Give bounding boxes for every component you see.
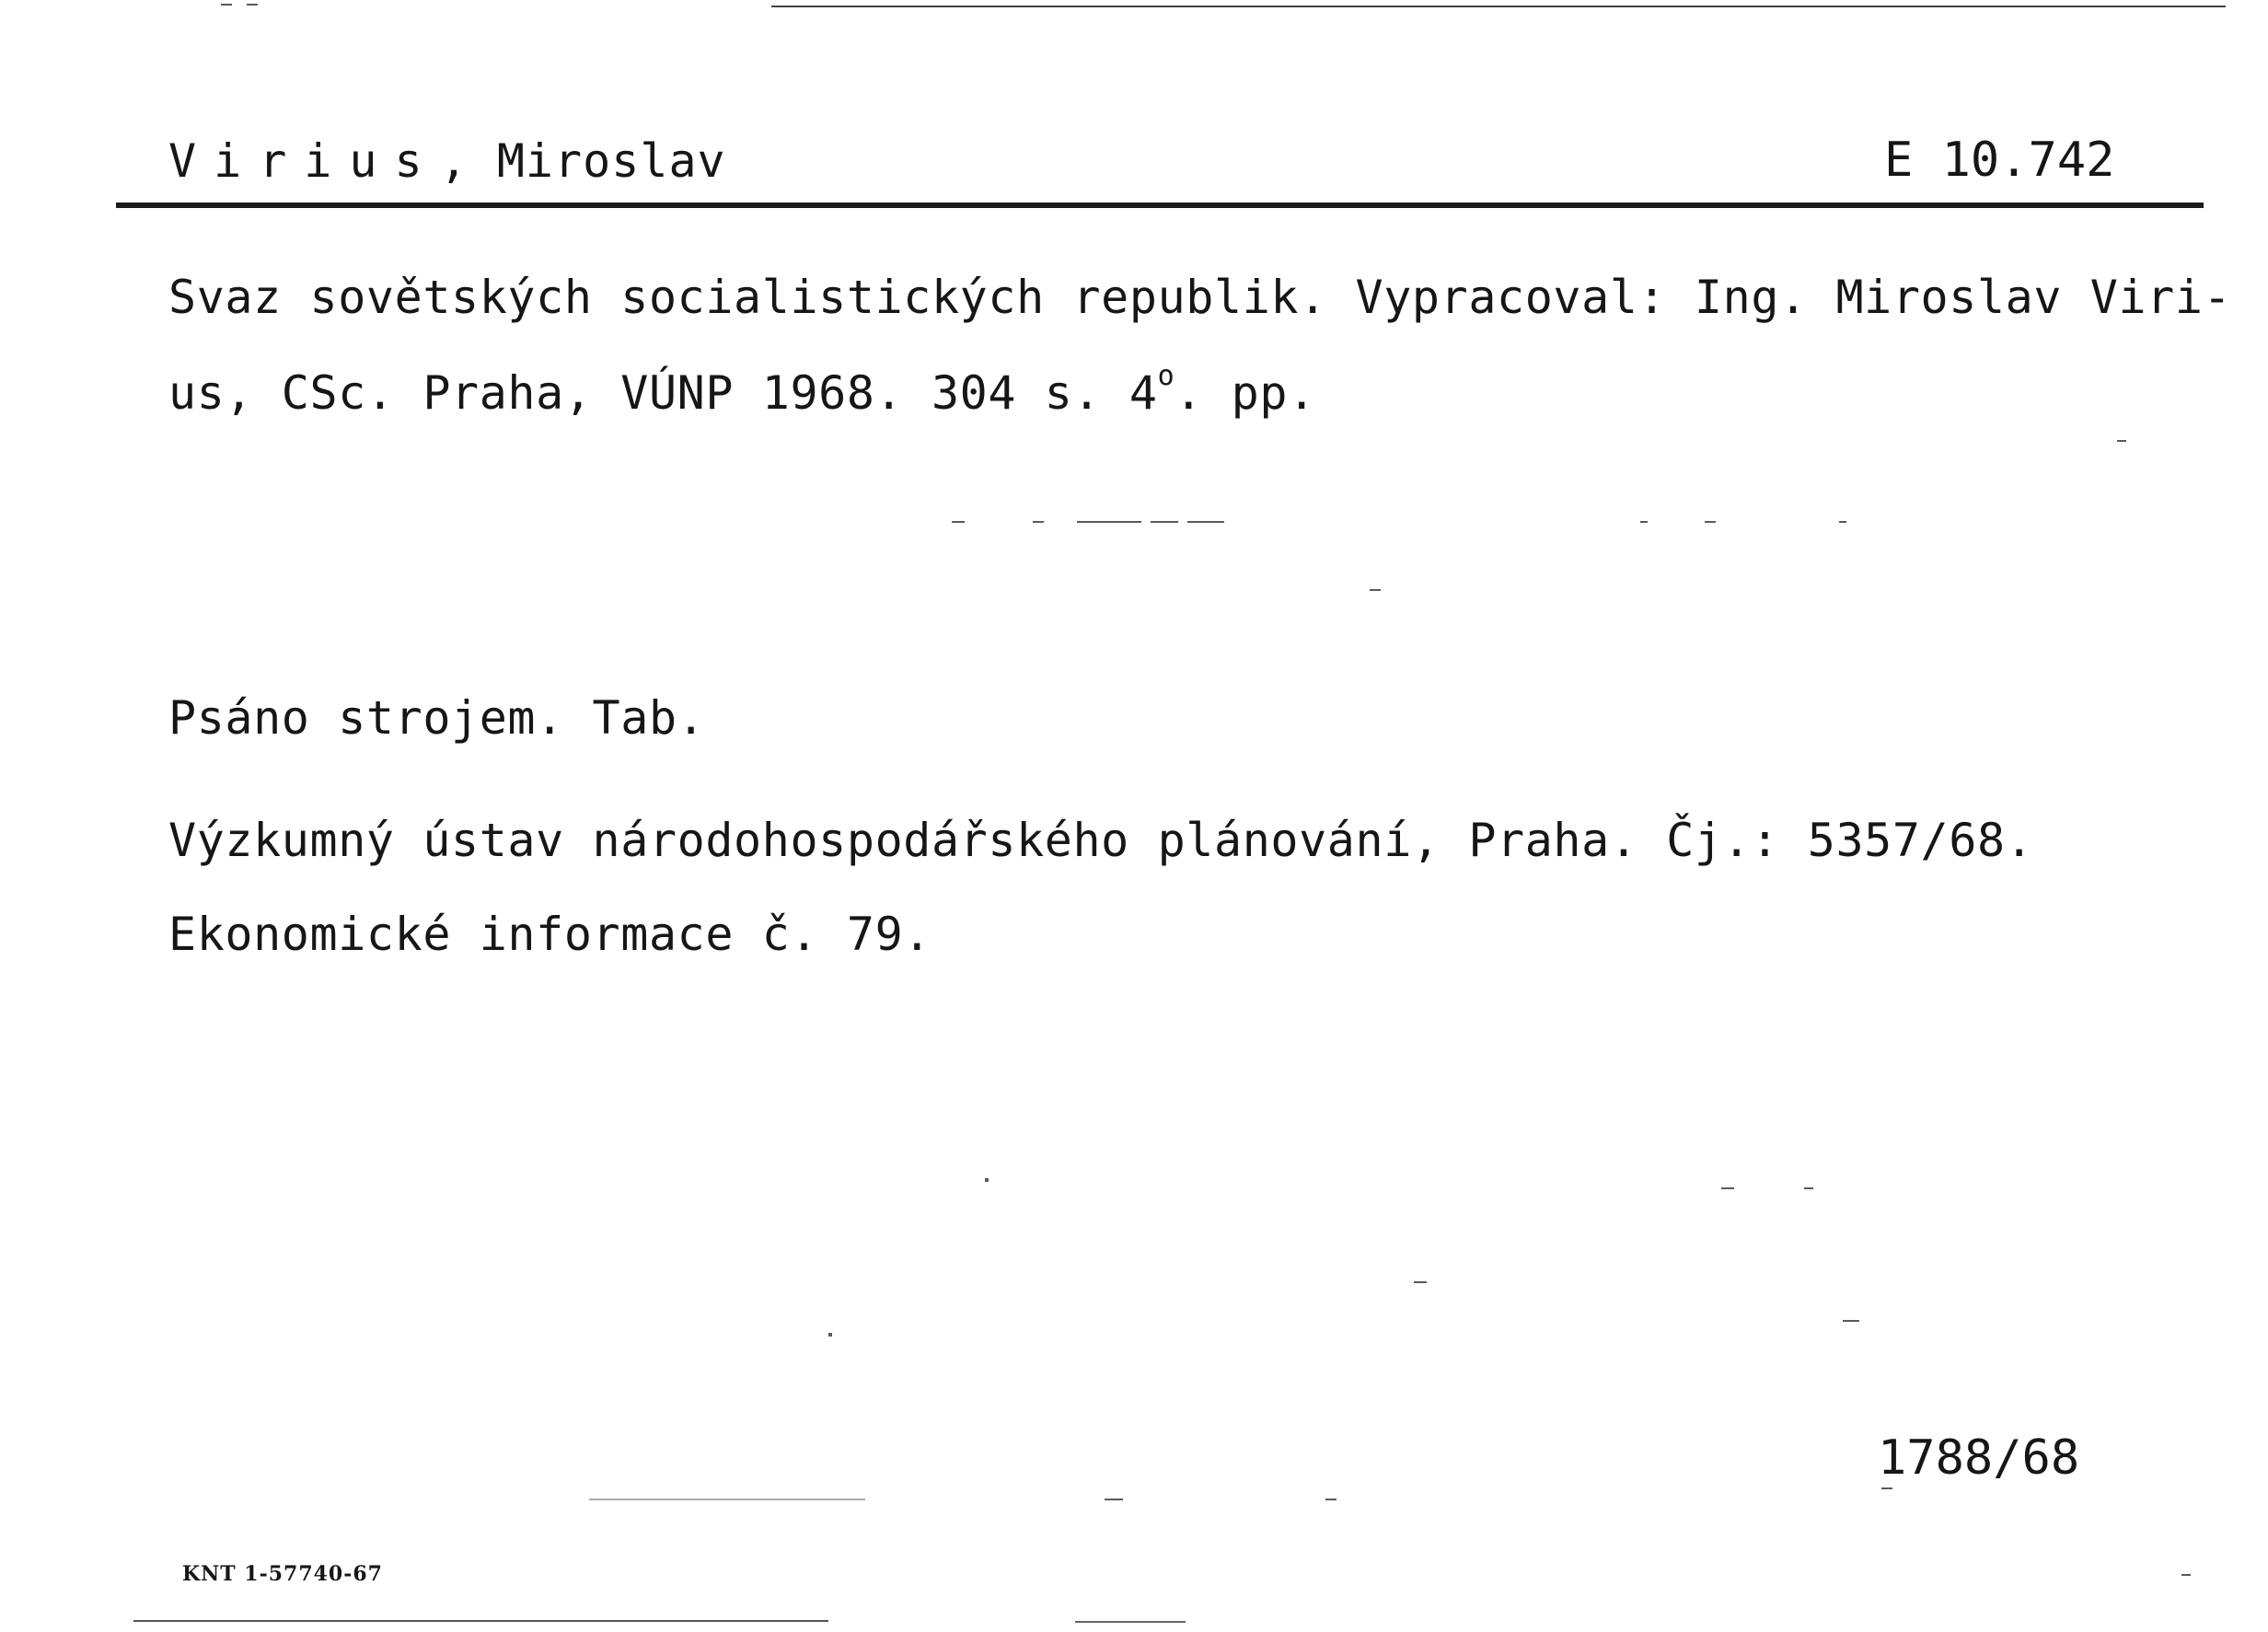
- scan-speck: [952, 521, 965, 523]
- scan-speck: [1370, 589, 1381, 591]
- scan-speck: [1721, 1187, 1734, 1189]
- print-code: KNT 1-57740-67: [182, 1562, 383, 1586]
- scan-speck: [1839, 521, 1846, 523]
- scan-speck: [828, 1333, 832, 1337]
- note-physical-description: Psáno strojem. Tab.: [168, 691, 706, 745]
- bottom-border-line: [133, 1620, 828, 1622]
- scan-speck: [1705, 521, 1716, 523]
- scan-speck: [1325, 1499, 1336, 1500]
- title-line-2: [168, 360, 1316, 420]
- scan-speck: [589, 1499, 865, 1500]
- scan-speck: [247, 4, 258, 6]
- author-heading: [168, 134, 726, 188]
- accession-number: 1788/68: [1878, 1430, 2080, 1486]
- scan-speck: [2181, 1574, 2191, 1576]
- format-superscript: o: [1157, 360, 1175, 392]
- title-line-1: Svaz sovětských socialistických republik. Vypracoval: Ing. Miroslav Viri-: [168, 271, 2232, 324]
- author-given-name: , Miroslav: [439, 134, 726, 188]
- heading-rule: [116, 203, 2204, 208]
- scan-speck: [1187, 521, 1224, 523]
- scan-speck: [1804, 1187, 1813, 1189]
- scan-speck: [1151, 521, 1178, 523]
- note-series: Ekonomické informace č. 79.: [168, 908, 932, 961]
- scan-speck: [2117, 440, 2126, 442]
- scan-speck: [1881, 1487, 1892, 1489]
- imprint-text: us, CSc. Praha, VÚNP 1968. 304 s. 4: [168, 366, 1158, 420]
- scan-speck: [221, 4, 232, 6]
- scan-speck: [1033, 521, 1044, 523]
- bottom-border-fragment: [1075, 1621, 1186, 1623]
- scan-speck: [1414, 1281, 1427, 1283]
- scan-speck: [1640, 521, 1648, 523]
- note-institution: Výzkumný ústav národohospodářského plánování, Praha. Čj.: 5357/68.: [168, 814, 2034, 867]
- imprint-end: . pp.: [1174, 366, 1316, 420]
- author-surname: Virius: [168, 134, 440, 188]
- scan-speck: [1843, 1320, 1859, 1322]
- top-border-line: [771, 6, 2226, 7]
- scan-speck: [1077, 521, 1141, 523]
- scan-speck: [1105, 1499, 1123, 1500]
- call-number: E 10.742: [1884, 133, 2115, 188]
- scan-speck: [985, 1178, 989, 1182]
